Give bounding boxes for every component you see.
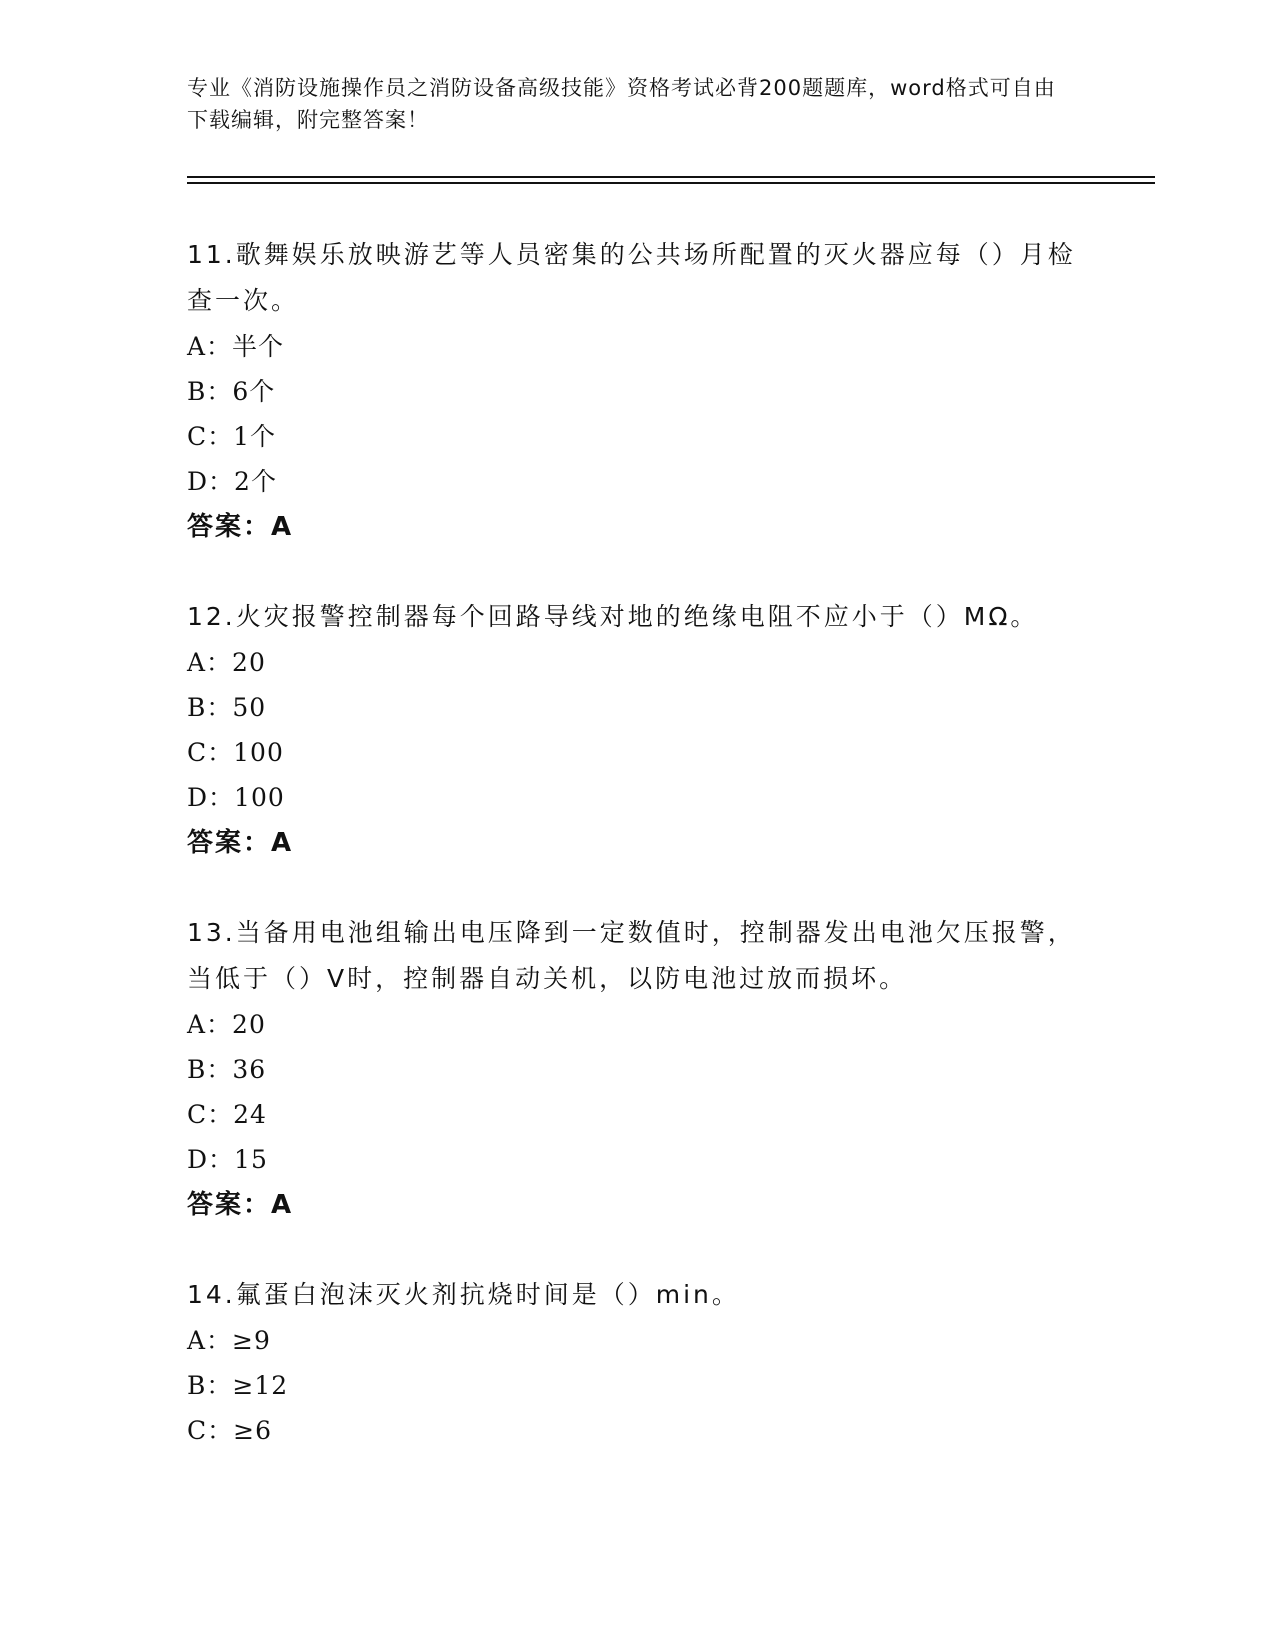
header-divider-top (187, 176, 1155, 178)
option-b: B：≥12 (187, 1371, 289, 1400)
option-b: B：50 (187, 693, 267, 722)
option-d: D：100 (187, 783, 285, 812)
option-d: D：2个 (187, 467, 277, 496)
option-c: C：100 (187, 738, 284, 767)
question-14 (187, 1272, 1087, 1453)
document-header: 专业《消防设施操作员之消防设备高级技能》资格考试必背200题题库，word格式可自由下载编辑，附完整答案！ (187, 76, 1056, 132)
option-a: A：半个 (187, 332, 285, 361)
option-b: B：36 (187, 1055, 267, 1084)
option-c: C：≥6 (187, 1416, 272, 1445)
question-stem: 12.火灾报警控制器每个回路导线对地的绝缘电阻不应小于（）MΩ。 (187, 602, 1039, 631)
question-list (187, 232, 1087, 1497)
answer-label: 答案：A (187, 1190, 294, 1220)
question-12 (187, 594, 1087, 866)
option-a: A：20 (187, 1010, 266, 1039)
option-d: D：15 (187, 1145, 268, 1174)
question-stem: 14.氟蛋白泡沫灭火剂抗烧时间是（）min。 (187, 1280, 740, 1309)
header-divider-bottom (187, 182, 1155, 184)
option-a: A：≥9 (187, 1326, 271, 1355)
answer-label: 答案：A (187, 828, 294, 858)
question-stem: 13.当备用电池组输出电压降到一定数值时，控制器发出电池欠压报警，当低于（）V时，控制器自动关机，以防电池过放而损坏。 (187, 918, 1076, 993)
option-b: B：6个 (187, 377, 276, 406)
question-stem: 11.歌舞娱乐放映游艺等人员密集的公共场所配置的灭火器应每（）月检查一次。 (187, 240, 1076, 315)
question-11 (187, 232, 1087, 550)
option-a: A：20 (187, 648, 266, 677)
option-c: C：24 (187, 1100, 267, 1129)
option-c: C：1个 (187, 422, 277, 451)
answer-label: 答案：A (187, 512, 294, 542)
question-13 (187, 910, 1087, 1228)
